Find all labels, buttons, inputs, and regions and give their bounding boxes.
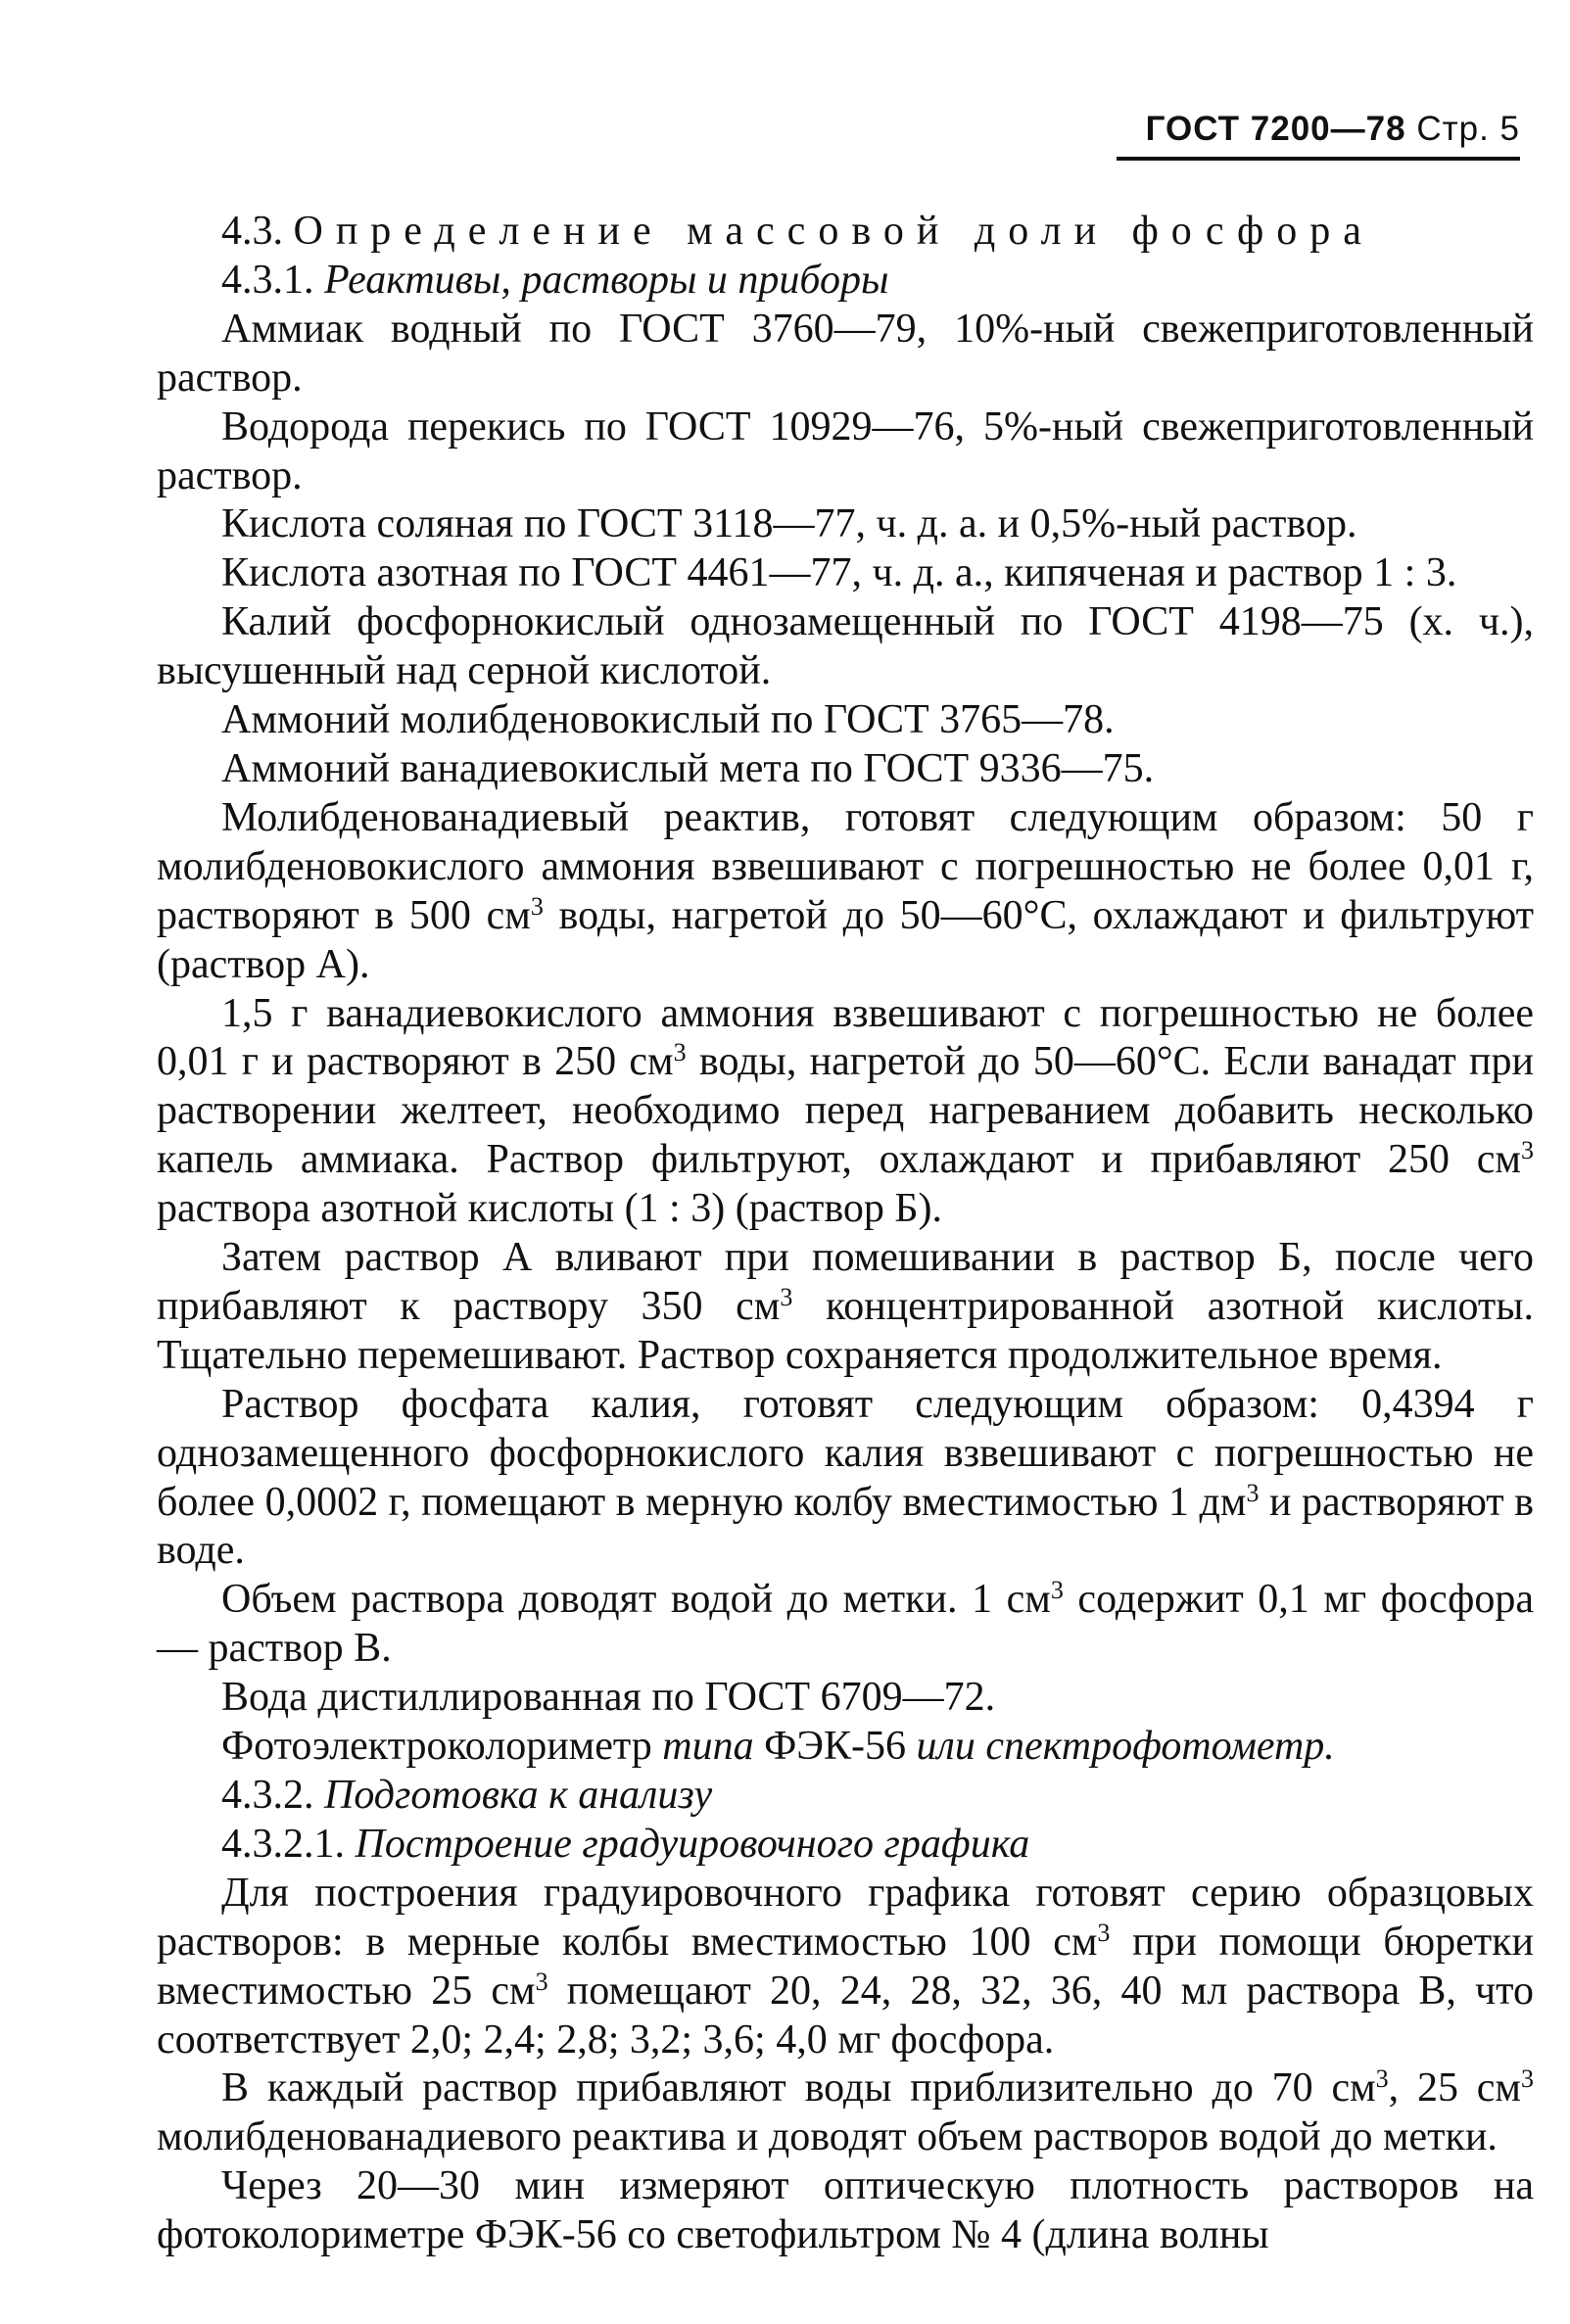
paragraph-nitric-acid: Кислота азотная по ГОСТ 4461—77, ч. д. а., кипяченая и раствор 1 : 3. bbox=[221, 550, 1457, 596]
paragraph-each-solution: В каждый раствор прибавляют воды приблизительно до 70 $см^3$, 25 $см^3$ молибденованадиевого реактива и доводят объем растворов водой до метки. bbox=[157, 2064, 1534, 2160]
section-4-3-2-title: Подготовка к анализу bbox=[324, 1773, 713, 1818]
section-4-3-2-heading: 4.3.2. Подготовка к анализу bbox=[221, 1773, 713, 1818]
paragraph-ammonium-vanadate: Аммоний ванадиевокислый мета по ГОСТ 9336—75. bbox=[221, 745, 1155, 791]
paragraph-potassium-phosphate: Калий фосфорнокислый однозамещенный по ГОСТ 4198—75 (х. ч.), высушенный над серной кислотой. bbox=[157, 599, 1534, 694]
standard-number: ГОСТ 7200—78 bbox=[1145, 110, 1406, 148]
paragraph-hydrochloric-acid: Кислота соляная по ГОСТ 3118—77, ч. д. а. и 0,5%-ный раствор. bbox=[221, 501, 1357, 547]
section-4-3-1-heading: 4.3.1. Реактивы, растворы и приборы bbox=[221, 257, 889, 303]
paragraph-peroxide: Водорода перекись по ГОСТ 10929—76, 5%-ный свежеприготовленный раствор. bbox=[157, 403, 1534, 498]
section-4-3-2-1-title: Построение градуировочного графика bbox=[355, 1821, 1030, 1867]
paragraph-ammonium-molybdate: Аммоний молибденовокислый по ГОСТ 3765—78. bbox=[221, 697, 1115, 743]
paragraph-mixing: Затем раствор А вливают при помешивании в раствор Б, после чего прибавляют к раствору 350 $см^3$ концентрированной азотной кислоты. Тщательно перемешивают. Раствор сохраняется продолжительное время. bbox=[157, 1235, 1534, 1378]
paragraph-potassium-phosphate-solution: Раствор фосфата калия, готовят следующим образом: 0,4394 г однозамещенного фосфорнокислого калия взвешивают с погрешностью не более 0,0002 г, помещают в мерную колбу вместимостью 1 $дм^3$ и растворяют в воде. bbox=[157, 1381, 1534, 1574]
paragraph-photocolorimeter: Фотоэлектроколориметр типа ФЭК-56 или спектрофотометр. bbox=[221, 1724, 1335, 1770]
section-4-3-2-1-heading: 4.3.2.1. Построение градуировочного графика bbox=[221, 1821, 1030, 1867]
paragraph-solution-a: Молибденованадиевый реактив, готовят следующим образом: 50 г молибденовокислого аммония взвешивают с погрешностью не более 0,01 г, растворяют в 500 $см^3$ воды, нагретой до 50—60°С, охлаждают и фильтруют (раствор А). bbox=[157, 794, 1534, 987]
paragraph-calibration-series: Для построения градуировочного графика готовят серию образцовых растворов: в мерные колбы вместимостью 100 $см^3$ при помощи бюретки вместимостью 25 $см^3$ помещают 20, 24, 28, 32, 36, 40 мл раствора В, что соответствует 2,0; 2,4; 2,8; 3,2; 3,6; 4,0 мг фосфора. bbox=[157, 1870, 1534, 2063]
header-rule bbox=[1117, 157, 1520, 161]
paragraph-solution-v: Объем раствора доводят водой до метки. 1 $см^3$ содержит 0,1 мг фосфора — раствор В. bbox=[157, 1576, 1534, 1672]
paragraph-solution-b: 1,5 г ванадиевокислого аммония взвешивают с погрешностью не более 0,01 г и растворяют в 250 $см^3$ воды, нагретой до 50—60°С. Если ванадат при растворении желтеет, необходимо перед нагреванием добавить несколько капель аммиака. Раствор фильтруют, охлаждают и прибавляют 250 $см^3$ раствора азотной кислоты (1 : 3) (раствор Б). bbox=[157, 990, 1534, 1232]
page-header bbox=[1117, 110, 1520, 149]
paragraph-distilled-water: Вода дистиллированная по ГОСТ 6709—72. bbox=[221, 1675, 996, 1721]
document-body bbox=[157, 208, 1534, 2260]
section-4-3-1-title: Реактивы, растворы и приборы bbox=[324, 257, 889, 303]
paragraph-measurement: Через 20—30 мин измеряют оптическую плотность растворов на фотоколориметре ФЭК-56 со светофильтром № 4 (длина волны bbox=[157, 2163, 1534, 2258]
page-number: Стр. 5 bbox=[1416, 110, 1520, 148]
paragraph-ammonia: Аммиак водный по ГОСТ 3760—79, 10%-ный свежеприготовленный раствор. bbox=[157, 306, 1534, 401]
section-4-3-title: Определение массовой доли фосфора bbox=[293, 209, 1374, 254]
section-4-3-heading: 4.3. Определение массовой доли фосфора bbox=[221, 209, 1374, 254]
